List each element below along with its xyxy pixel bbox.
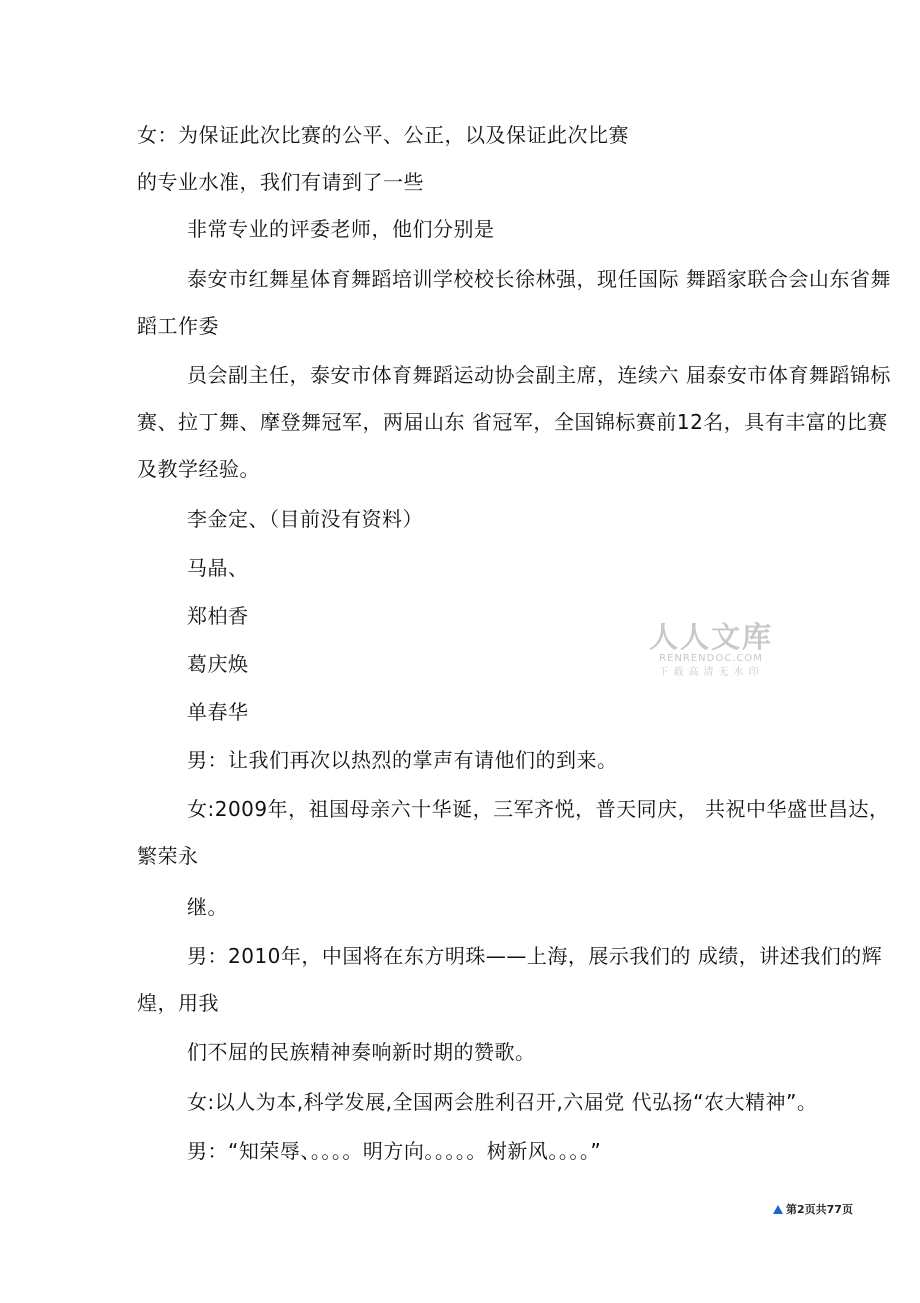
page-indicator-text: 第2页共77页 (786, 1203, 853, 1216)
paragraph-2: 的专业水准，我们有请到了一些 (137, 170, 424, 194)
paragraph-8: 郑柏香 (187, 604, 249, 628)
paragraph-15: 们不屈的民族精神奏响新时期的赞歌。 (187, 1040, 536, 1064)
paragraph-5: 员会副主任，泰安市体育舞蹈运动协会副主席，连续六 届泰安市体育舞蹈锦标赛、拉丁舞、摩登舞冠军，两届山东 省冠军，全国锦标赛前12名，具有丰富的比赛及教学经验。 (137, 363, 891, 481)
paragraph-13: 继。 (187, 895, 228, 919)
paragraph-1: 女：为保证此次比赛的公平、公正，以及保证此次比赛 (137, 123, 629, 147)
watermark (646, 622, 776, 679)
watermark-title: 人人文库 (648, 620, 773, 654)
watermark-slogan: 下载高清无水印 (658, 667, 764, 678)
paragraph-11: 男：让我们再次以热烈的掌声有请他们的到来。 (187, 748, 618, 772)
paragraph-4: 泰安市红舞星体育舞蹈培训学校校长徐林强，现任国际 舞蹈家联合会山东省舞蹈工作委 (137, 267, 891, 338)
paragraph-10: 单春华 (187, 700, 249, 724)
paragraph-12: 女:2009年，祖国母亲六十华诞，三军齐悦，普天同庆， 共祝中华盛世昌达，繁荣永 (137, 797, 890, 868)
paragraph-14: 男：2010年，中国将在东方明珠——上海，展示我们的 成绩，讲述我们的辉煌，用我 (137, 944, 883, 1015)
watermark-domain: RENRENDOC.COM (659, 653, 763, 664)
paragraph-6: 李金定、（目前没有资料） (187, 507, 423, 531)
page-indicator (773, 1201, 853, 1217)
triangle-up-icon (773, 1205, 783, 1214)
paragraph-7: 马晶、 (187, 556, 249, 580)
paragraph-16: 女:以人为本,科学发展,全国两会胜利召开,六届党 代弘扬“农大精神”。 (187, 1090, 818, 1114)
paragraph-9: 葛庆焕 (187, 652, 249, 676)
paragraph-3: 非常专业的评委老师，他们分别是 (187, 217, 495, 241)
paragraph-17: 男：“知荣辱、。。。。明方向。。。。。树新风。。。。” (187, 1139, 602, 1163)
